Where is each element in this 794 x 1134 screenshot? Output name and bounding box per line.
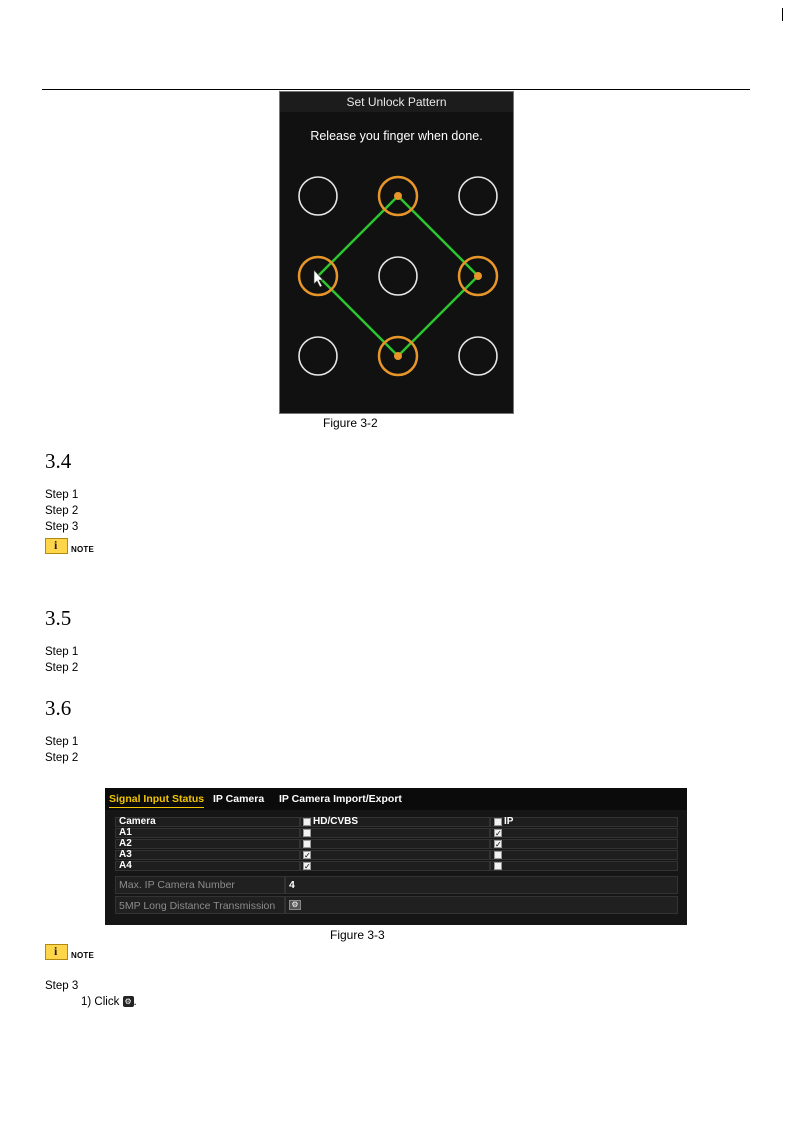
column-header-camera: Camera (119, 816, 156, 827)
table-cell (490, 850, 678, 860)
table-cell (490, 839, 678, 849)
note-label: NOTE (71, 951, 95, 960)
section-heading-3-6: 3.6 (45, 696, 72, 720)
ip-checkbox[interactable]: ✓ (495, 829, 502, 838)
gear-icon: ⚙ (124, 997, 132, 1007)
unlock-pattern-screen (279, 91, 514, 414)
table-cell (115, 861, 300, 871)
section-heading-3-4: 3.4 (45, 449, 72, 473)
table-cell (490, 817, 678, 827)
table-cell (300, 861, 490, 871)
step-label: Step 2 (45, 752, 79, 764)
pattern-node-9 (459, 337, 497, 375)
hd-cvbs-checkbox[interactable] (303, 840, 311, 848)
text-cursor (782, 8, 783, 21)
column-header-ip: IP (504, 816, 514, 827)
hd-cvbs-checkbox[interactable]: ✓ (304, 851, 311, 860)
pattern-node-1 (299, 177, 337, 215)
ip-checkbox[interactable] (494, 862, 502, 870)
select-all-hd-cvbs-checkbox[interactable] (303, 818, 311, 826)
note-label: NOTE (71, 545, 95, 554)
select-all-ip-checkbox[interactable] (494, 818, 502, 826)
figure-caption-2: Figure 3-3 (330, 928, 385, 942)
table-cell (300, 839, 490, 849)
note-callout (45, 944, 94, 960)
camera-label: A2 (119, 838, 132, 849)
ip-checkbox[interactable] (494, 851, 502, 859)
tab-ip-camera[interactable]: IP Camera (213, 793, 265, 805)
pattern-node-3 (459, 177, 497, 215)
camera-label: A1 (119, 827, 132, 838)
table-cell (490, 861, 678, 871)
substep-text: 1) Click (81, 996, 120, 1008)
tab-signal-input-status[interactable]: Signal Input Status (109, 793, 204, 808)
substep-period: . (133, 996, 137, 1008)
max-ip-camera-value: 4 (289, 879, 295, 891)
unlock-message: Release you finger when done. (310, 129, 483, 143)
gear-icon[interactable]: ⚙ (289, 900, 301, 910)
camera-label: A4 (119, 860, 132, 871)
long-distance-label: 5MP Long Distance Transmission (119, 900, 276, 912)
pattern-node-2-dot (394, 192, 402, 200)
table-cell (115, 850, 300, 860)
step-label: Step 3 (45, 980, 79, 992)
long-distance-value-cell (285, 896, 678, 914)
table-cell (115, 839, 300, 849)
max-ip-value-cell (285, 876, 678, 894)
step-label: Step 2 (45, 662, 79, 674)
pattern-node-6-dot (474, 272, 482, 280)
ip-checkbox[interactable]: ✓ (495, 840, 502, 849)
figure-caption-1: Figure 3-2 (323, 416, 378, 430)
step-label: Step 1 (45, 646, 79, 658)
camera-label: A3 (119, 849, 132, 860)
header-rule (42, 89, 750, 90)
pattern-grid[interactable] (280, 92, 513, 413)
step-label: Step 2 (45, 505, 79, 517)
unlock-title: Set Unlock Pattern (280, 92, 513, 112)
note-book-icon (45, 944, 68, 960)
table-cell (300, 850, 490, 860)
pattern-node-5 (379, 257, 417, 295)
hd-cvbs-checkbox[interactable]: ✓ (304, 862, 311, 871)
pattern-node-7 (299, 337, 337, 375)
table-cell (115, 828, 300, 838)
camera-settings-panel (105, 788, 687, 925)
section-heading-3-5: 3.5 (45, 606, 72, 630)
substep-click-gear (81, 996, 137, 1008)
table-cell (490, 828, 678, 838)
pattern-path (318, 196, 478, 356)
max-ip-camera-label: Max. IP Camera Number (119, 879, 235, 891)
hd-cvbs-checkbox[interactable] (303, 829, 311, 837)
pattern-node-8-dot (394, 352, 402, 360)
table-cell (300, 828, 490, 838)
tab-bar (105, 788, 687, 810)
step-label: Step 1 (45, 736, 79, 748)
note-callout (45, 538, 94, 554)
note-book-icon (45, 538, 68, 554)
step-label: Step 3 (45, 521, 79, 533)
tab-ip-camera-import-export[interactable]: IP Camera Import/Export (279, 793, 402, 805)
column-header-hd-cvbs: HD/CVBS (313, 816, 359, 827)
step-label: Step 1 (45, 489, 79, 501)
